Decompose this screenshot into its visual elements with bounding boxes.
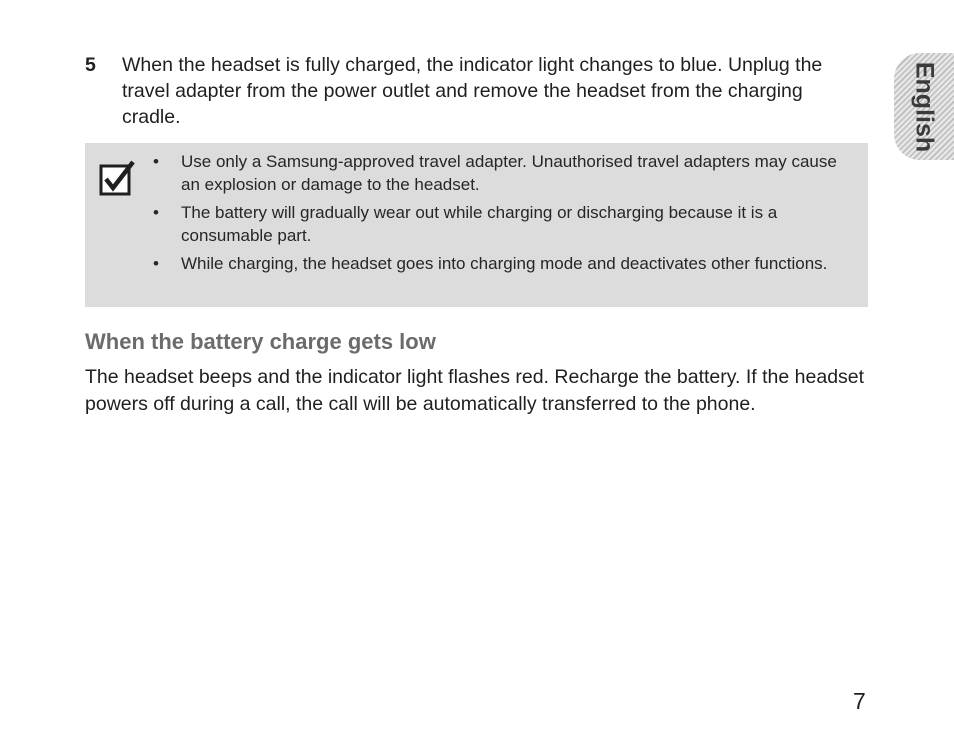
step-5 <box>85 52 865 130</box>
language-tab-label: English <box>910 61 939 152</box>
note-item <box>153 151 853 196</box>
note-item-text: Use only a Samsung-approved travel adapter. Unauthorised travel adapters may cause an explosion or damage to the headset. <box>181 152 837 194</box>
note-item <box>153 202 853 247</box>
language-tab <box>894 53 954 160</box>
bullet: • <box>153 152 159 171</box>
note-item-text: The battery will gradually wear out while charging or discharging because it is a consumable part. <box>181 203 778 245</box>
note-item <box>153 253 853 276</box>
note-item-text: While charging, the headset goes into charging mode and deactivates other functions. <box>181 254 828 273</box>
page-number: 7 <box>853 688 866 714</box>
step-text: When the headset is fully charged, the indicator light changes to blue. Unplug the travel adapter from the power outlet and remove the headset from the charging cradle. <box>122 54 823 128</box>
checkbox-check-icon <box>99 160 137 196</box>
note-box <box>85 143 868 307</box>
section-body: The headset beeps and the indicator light flashes red. Recharge the battery. If the headset powers off during a call, the call will be automatically transferred to the phone. <box>85 366 865 415</box>
note-list <box>153 151 853 282</box>
section-heading: When the battery charge gets low <box>85 329 436 354</box>
step-number: 5 <box>85 54 96 76</box>
bullet: • <box>153 254 159 273</box>
bullet: • <box>153 203 159 222</box>
